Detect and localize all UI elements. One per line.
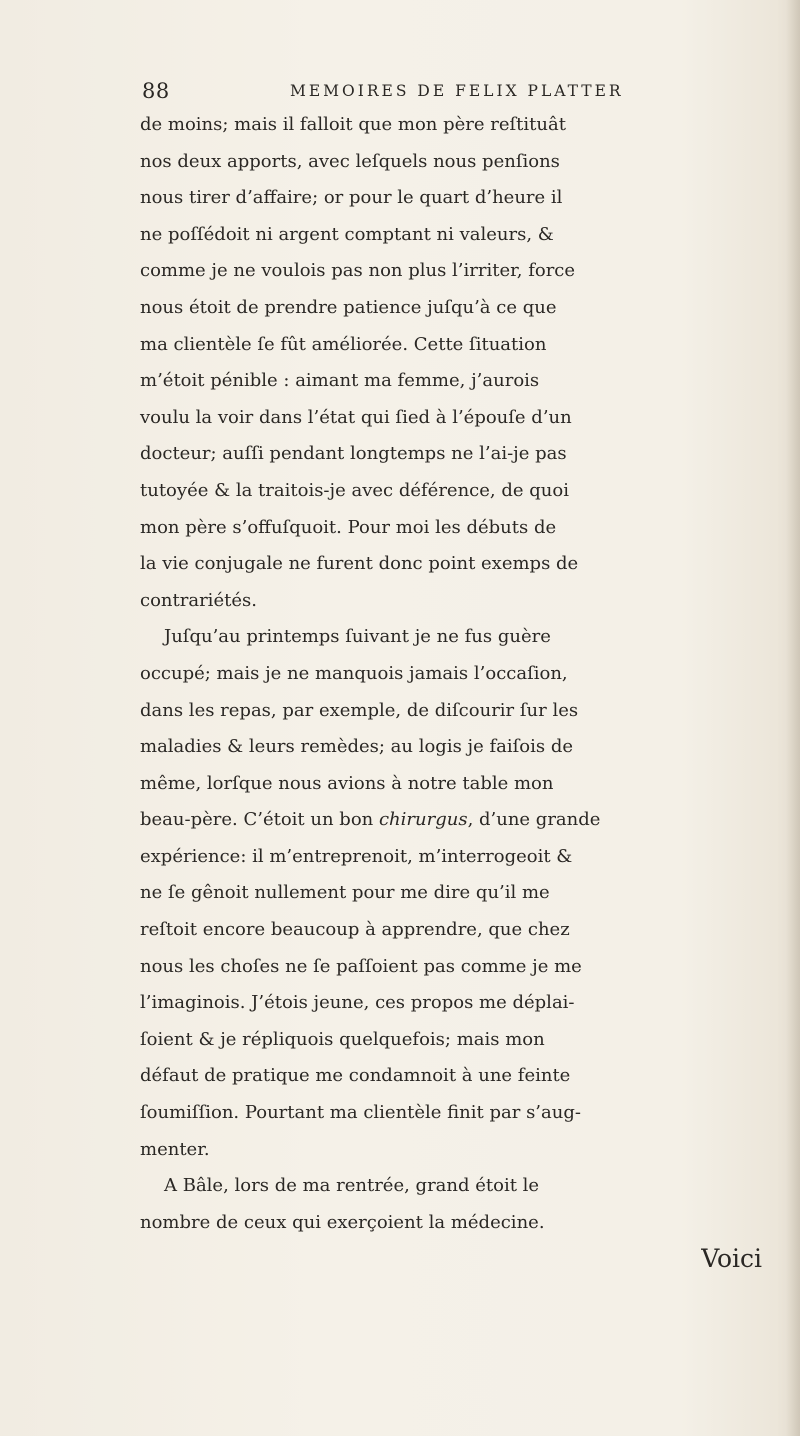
text-line: contrariétés. [140, 589, 257, 611]
text-line: ma clientèle ſe fût améliorée. Cette ſituation [140, 333, 547, 355]
text-line: reſtoit encore beaucoup à apprendre, que chez [140, 919, 570, 941]
text-line: ſoient & je répliquois quelquefois; mais mon [140, 1028, 545, 1050]
text-line: ſoumiſſion. Pourtant ma clientèle finit par s’aug- [140, 1102, 581, 1124]
text-segment: , d’une grande [467, 809, 601, 831]
catchword: Voici [701, 1244, 762, 1274]
text-line-with-italic [140, 802, 800, 839]
text-line: mon père s’offuſquoit. Pour moi les débuts de [140, 516, 557, 538]
text-line: m’étoit pénible : aimant ma femme, j’aurois [140, 370, 540, 392]
text-line: nos deux apports, avec leſquels nous penſions [140, 150, 560, 172]
italic-word: chirurgus [378, 809, 468, 831]
running-head [142, 79, 662, 105]
text-line: défaut de pratique me condamnoit à une feinte [140, 1065, 571, 1087]
text-line: voulu la voir dans l’état qui ſied à l’épouſe d’un [140, 406, 572, 428]
text-line: nombre de ceux qui exerçoient la médecine. [140, 1211, 545, 1233]
text-line: nous tirer d’affaire; or pour le quart d’heure il [140, 187, 563, 209]
text-line: nous les choſes ne ſe paſſoient pas comme je me [140, 955, 582, 977]
text-line: de moins; mais il falloit que mon père reſtituât [140, 114, 566, 135]
text-segment: beau-père. C’étoit un bon [140, 809, 379, 831]
text-line: l’imaginois. J’étois jeune, ces propos me déplai- [140, 992, 575, 1014]
page-number: 88 [142, 79, 170, 103]
paragraph-start-line: Juſqu’au printemps ſuivant je ne fus guère [164, 626, 551, 648]
text-line: occupé; mais je ne manquois jamais l’occaſion, [140, 662, 568, 684]
text-line: ne poſſédoit ni argent comptant ni valeurs, & [140, 223, 554, 245]
text-line: menter. [140, 1138, 210, 1160]
text-line: comme je ne voulois pas non plus l’irriter, force [140, 260, 576, 282]
text-line: docteur; auſſi pendant longtemps ne l’ai-je pas [140, 443, 567, 465]
text-line: expérience: il m’entreprenoit, m’interrogeoit & [140, 845, 573, 867]
text-line: la vie conjugale ne furent donc point exemps de [140, 553, 579, 575]
text-line: nous étoit de prendre patience juſqu’à ce que [140, 296, 557, 318]
text-line: maladies & leurs remèdes; au logis je faiſois de [140, 736, 574, 758]
text-line: tutoyée & la traitois-je avec déférence, de quoi [140, 479, 569, 501]
text-line: ne ſe gênoit nullement pour me dire qu’il me [140, 882, 550, 904]
running-title: MEMOIRES DE FELIX PLATTER [290, 82, 624, 100]
body-text [140, 107, 800, 1278]
paragraph-start-line: A Bâle, lors de ma rentrée, grand étoit le [164, 1175, 540, 1197]
text-line: même, lorſque nous avions à notre table mon [140, 772, 554, 794]
text-line: dans les repas, par exemple, de diſcourir ſur les [140, 699, 579, 721]
